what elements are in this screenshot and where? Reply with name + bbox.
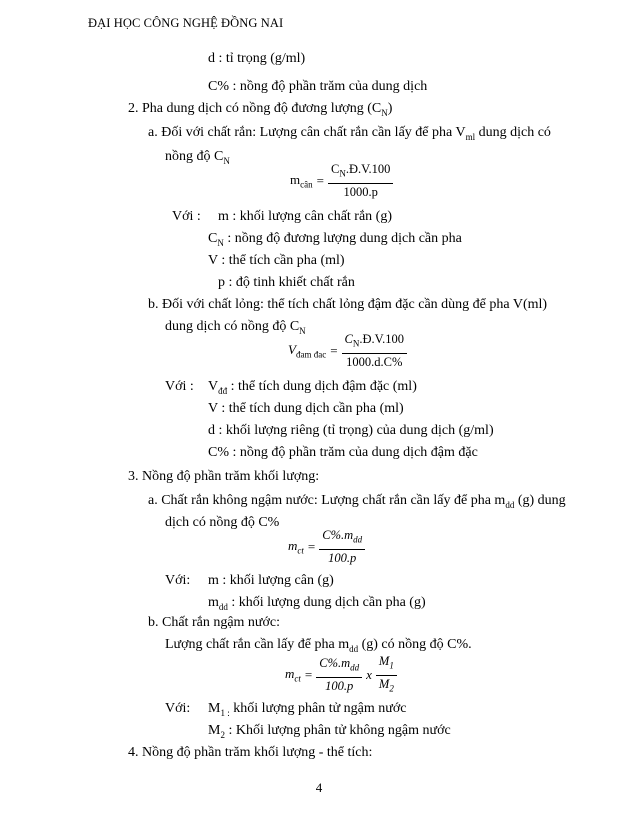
page-header: ĐẠI HỌC CÔNG NGHỆ ĐỒNG NAI	[88, 16, 284, 30]
definition-m: m : khối lượng cân chất rắn (g)	[218, 209, 392, 224]
definition-c2: C% : nồng độ phần trăm của dung dịch đậm đặc	[208, 445, 478, 460]
voi-label-4: Với:	[165, 701, 191, 716]
definition-mdd: $m_{dd}$ : khối lượng dung dịch cần pha (g)	[208, 595, 426, 612]
definition-d2: d : khối lượng riêng (tỉ trọng) của dung dịch (g/ml)	[208, 423, 494, 438]
section-3a-line2: dịch có nồng độ C%	[165, 515, 280, 530]
section-2a-line1: a. Đối với chất rắn: Lượng cân chất rắn cần lấy để pha $V_{ml}$ dung dịch có	[148, 125, 551, 142]
equation-fraction: $\frac{C\%.m_{dd}}{100.p}$	[319, 528, 365, 566]
page-number: 4	[315, 780, 323, 795]
equation-v-dam-dac: $V_{đam đac}$ = $\frac{C_N.Đ.V.100}{1000.d.C\%}$	[288, 332, 407, 370]
section-4-title: 4. Nồng độ phần trăm khối lượng - thể tích:	[128, 745, 373, 760]
definition-vdd: $V_{đđ}$ : thể tích dung dịch đậm đặc (ml)	[208, 379, 417, 396]
equation-fraction: $\frac{C\%.m_{dd}}{100.p}$	[316, 656, 362, 694]
definition-m1: $M_{1 :}$ khối lượng phân tử ngậm nước	[208, 701, 407, 718]
definition-c-percent: C% : nồng độ phần trăm của dung dịch	[208, 79, 428, 94]
section-2b-line2: dung dịch có nồng độ $C_N$	[165, 319, 306, 336]
definition-m3: m : khối lượng cân (g)	[208, 573, 334, 588]
equation-fraction: $\frac{C_N.Đ.V.100}{1000.p}$	[328, 162, 393, 200]
section-3-title: 3. Nồng độ phần trăm khối lượng:	[128, 469, 320, 484]
voi-label-3: Với:	[165, 573, 191, 588]
equation-fraction: $\frac{C_N.Đ.V.100}{1000.d.C\%}$	[342, 332, 407, 370]
definition-cn: $C_N$ : nồng độ đương lượng dung dịch cần pha	[208, 231, 462, 248]
equation-fraction-molar: $\frac{M_1}{M_2}$	[376, 654, 397, 696]
voi-label-2: Với :	[165, 379, 194, 394]
section-3b-title: b. Chất rắn ngậm nước:	[148, 615, 281, 630]
definition-m2: $M_2$ : Khối lượng phân tử không ngậm nước	[208, 723, 451, 740]
definition-v2: V : thể tích dung dịch cần pha (ml)	[208, 401, 404, 416]
definition-p: p : độ tinh khiết chất rắn	[218, 275, 355, 290]
section-2b-line1: b. Đối với chất lỏng: thể tích chất lỏng đậm đặc cần dùng để pha V(ml)	[148, 297, 548, 312]
section-2a-line2: nồng độ $C_N$	[165, 149, 230, 166]
definition-d: d : tỉ trọng (g/ml)	[208, 51, 306, 66]
voi-label-1: Với :	[172, 209, 201, 224]
section-3b-line: Lượng chất rắn cần lấy để pha $m_{dd}$ (g) có nồng độ C%.	[165, 637, 472, 654]
section-3a-line1: a. Chất rắn không ngậm nước: Lượng chất rắn cần lấy để pha $m_{dd}$ (g) dung	[148, 493, 566, 510]
definition-v: V : thể tích cần pha (ml)	[208, 253, 345, 268]
equation-m-ct: $m_{ct}$ = $\frac{C\%.m_{dd}}{100.p}$	[288, 528, 365, 566]
section-2-title: 2. Pha dung dịch có nồng độ đương lượng $(C_N)$	[128, 101, 393, 118]
equation-m-ct-hydrated: $m_{ct}$ = $\frac{C\%.m_{dd}}{100.p}$ x $\frac{M_1}{M_2}$	[285, 654, 397, 696]
equation-m-can: $m_{cân}$ = $\frac{C_N.Đ.V.100}{1000.p}$	[290, 162, 393, 200]
